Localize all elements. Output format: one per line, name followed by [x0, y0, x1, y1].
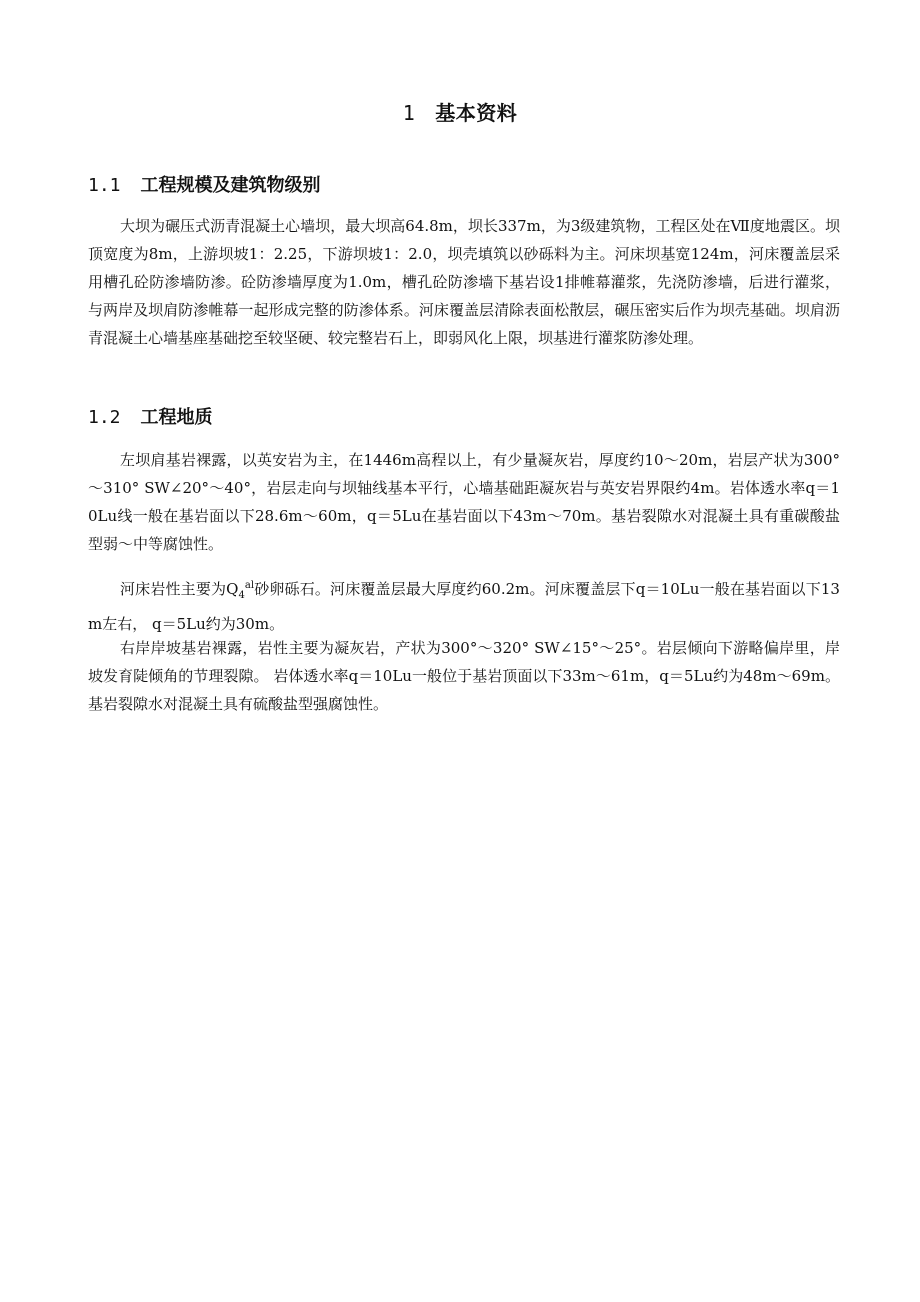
- section-heading-1-2: [88, 404, 848, 432]
- section-1-1-paragraph: 大坝为碾压式沥青混凝土心墙坝，最大坝高64.8m，坝长337m，为3级建筑物，工程区处在Ⅶ度地震区。坝顶宽度为8m，上游坝坡1：2.25，下游坝坡1：2.0，坝壳填筑以砂砾料为主。河床坝基宽124m，河床覆盖层采用槽孔砼防渗墙防渗。砼防渗墙厚度为1.0m，槽孔砼防渗墙下基岩设1排帷幕灌浆，先浇防渗墙，后进行灌浆，与两岸及坝肩防渗帷幕一起形成完整的防渗体系。河床覆盖层清除表面松散层，碾压密实后作为坝壳基础。坝肩沥青混凝土心墙基座基础挖至较坚硬、较完整岩石上，即弱风化上限，坝基进行灌浆防渗处理。: [88, 217, 840, 347]
- section-number: 1.1: [88, 175, 121, 196]
- chapter-title: [0, 98, 920, 128]
- section-1-2-paragraph-1: 左坝肩基岩裸露，以英安岩为主，在1446m高程以上，有少量凝灰岩，厚度约10～20m，岩层产状为300°～310° SW∠20°～40°，岩层走向与坝轴线基本平行，心墙基础距凝灰岩与英安岩界限约4m。岩体透水率q＝10Lu线一般在基岩面以下28.6m～60m，q＝5Lu在基岩面以下43m～70m。基岩裂隙水对混凝土具有重碳酸盐型弱～中等腐蚀性。: [88, 451, 840, 553]
- section-heading-1-1: [88, 172, 848, 200]
- section-1-2-paragraph-3: 右岸岸坡基岩裸露，岩性主要为凝灰岩，产状为300°～320° SW∠15°～25°。岩层倾向下游略偏岸里，岸坡发育陡倾角的节理裂隙。 岩体透水率q＝10Lu一般位于基岩顶面以下33m～61m，q＝5Lu约为48m～69m。基岩裂隙水对混凝土具有硫酸盐型强腐蚀性。: [88, 639, 840, 713]
- paragraph-2-prefix: 河床岩性主要为Q: [120, 580, 239, 598]
- section-title: 工程地质: [140, 407, 213, 428]
- section-1-2-paragraph-2: [88, 572, 840, 638]
- paragraph-2-superscript: al: [244, 580, 255, 591]
- paragraph-2-subscript: 4: [238, 590, 245, 601]
- paragraph-2-rest: 砂卵砾石。河床覆盖层最大厚度约60.2m。河床覆盖层下q＝10Lu一般在基岩面以下13m左右， q＝5Lu约为30m。: [88, 580, 840, 633]
- section-number: 1.2: [88, 407, 121, 428]
- section-title: 工程规模及建筑物级别: [140, 175, 321, 196]
- chapter-title-text: 基本资料: [435, 101, 518, 125]
- chapter-number: 1: [402, 101, 416, 125]
